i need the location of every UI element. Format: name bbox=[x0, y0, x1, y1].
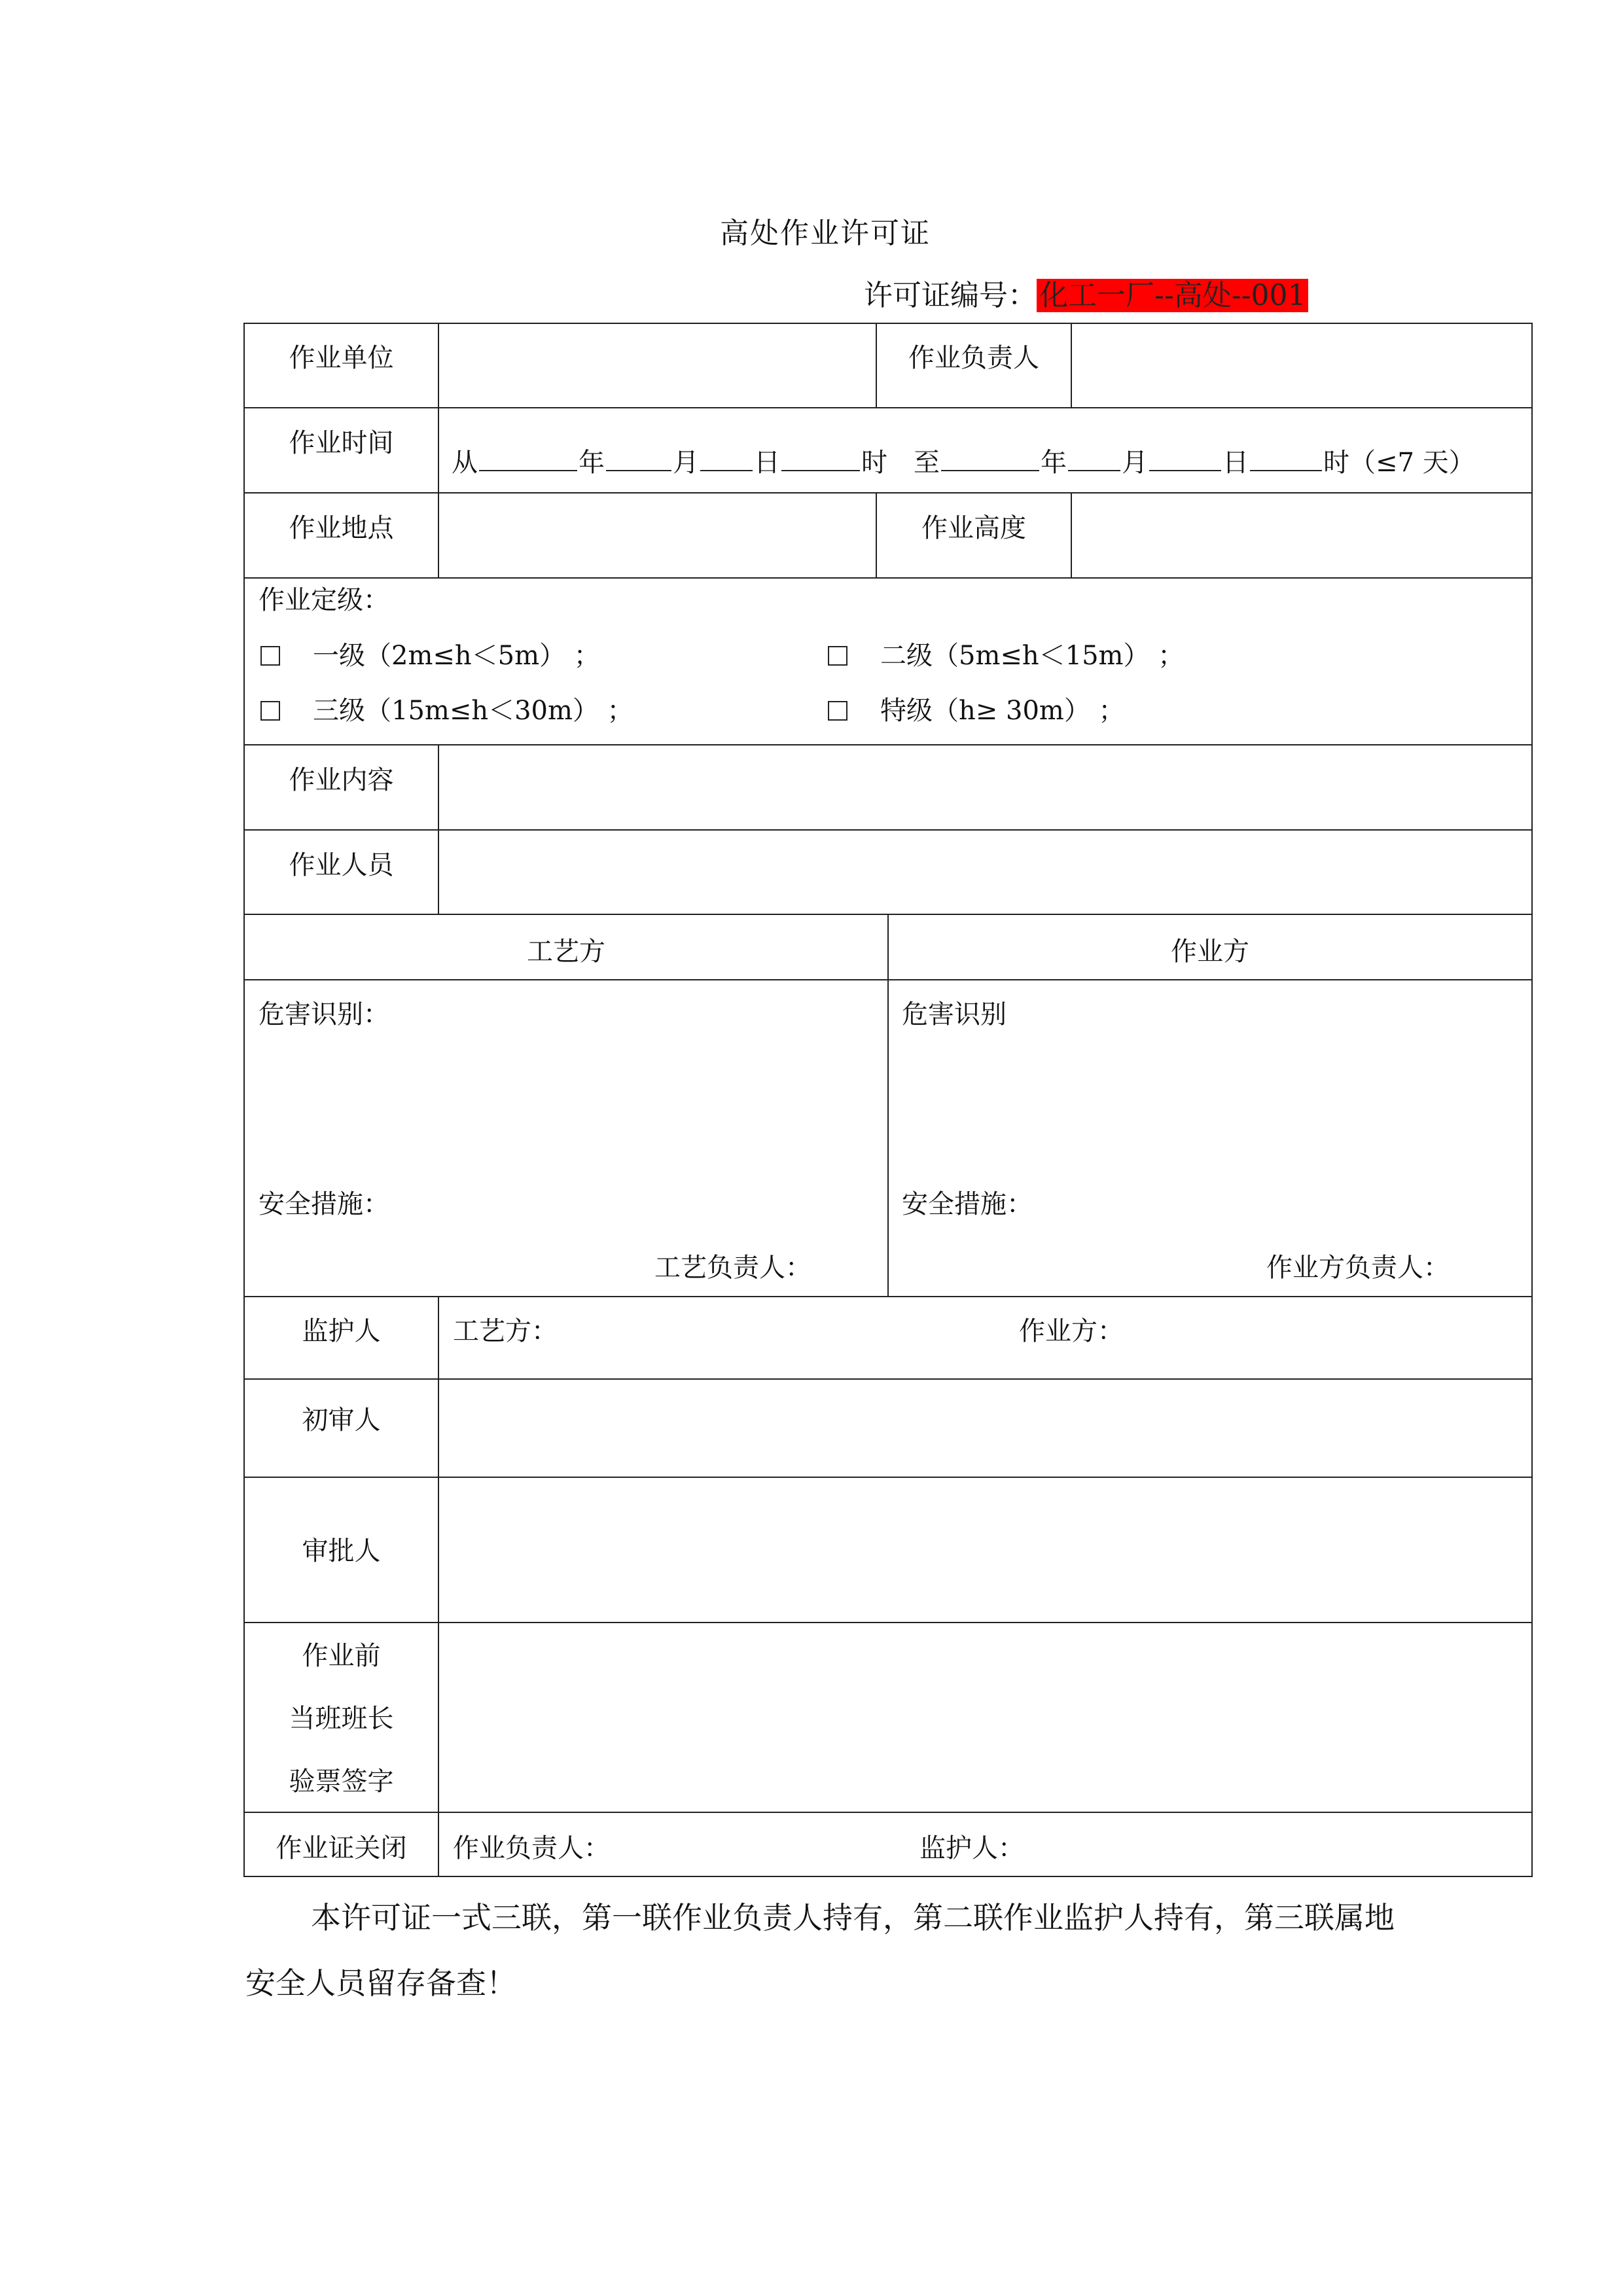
table-line bbox=[243, 1812, 1533, 1813]
document-title: 高处作业许可证 bbox=[720, 217, 931, 250]
from-year-blank bbox=[479, 446, 577, 471]
table-line bbox=[243, 1296, 1533, 1297]
operator-hazard-label: 危害识别 bbox=[902, 999, 1007, 1030]
footer-note bbox=[245, 1885, 1410, 2016]
grade-option-label: 一级（2m≤h＜5m） ； bbox=[313, 641, 600, 671]
table-line bbox=[243, 407, 1533, 408]
to-day-blank bbox=[1149, 446, 1221, 471]
from-hour-blank bbox=[781, 446, 860, 471]
process-measures-label: 安全措施： bbox=[259, 1189, 389, 1219]
close-guardian: 监护人： bbox=[919, 1833, 1024, 1863]
grade-option-3[interactable] bbox=[260, 690, 633, 727]
process-signer-label: 工艺负责人： bbox=[654, 1253, 812, 1283]
to-month-blank bbox=[1068, 446, 1120, 471]
table-border-top bbox=[243, 323, 1533, 324]
from-month-blank bbox=[606, 446, 671, 471]
footer-note-text: 本许可证一式三联，第一联作业负责人持有，第二联作业监护人持有，第三联属地安全人员留存备查！ bbox=[245, 1900, 1395, 2001]
content-label: 作业内容 bbox=[289, 765, 394, 795]
operator-measures-label: 安全措施： bbox=[902, 1189, 1033, 1219]
grade-option-2[interactable] bbox=[828, 635, 1184, 672]
table-border-bottom bbox=[243, 1876, 1533, 1877]
checkbox[interactable] bbox=[828, 646, 847, 666]
table-line bbox=[243, 1477, 1533, 1478]
table-line bbox=[1071, 323, 1072, 407]
time-to-label: 至 bbox=[914, 448, 940, 478]
unit-label: 作业单位 bbox=[289, 343, 394, 373]
grade-option-label: 特级（h≥ 30m） ； bbox=[880, 696, 1125, 726]
process-hazard-label: 危害识别： bbox=[259, 999, 389, 1030]
to-hour-blank bbox=[1250, 446, 1322, 471]
table-line bbox=[438, 323, 439, 577]
checkbox[interactable] bbox=[828, 701, 847, 721]
grade-label: 作业定级： bbox=[259, 585, 389, 615]
table-line bbox=[243, 577, 1533, 579]
time-month-label: 月 bbox=[1122, 448, 1148, 478]
table-border-right bbox=[1531, 323, 1533, 1877]
height-label: 作业高度 bbox=[921, 513, 1026, 543]
time-label: 作业时间 bbox=[289, 428, 394, 458]
permit-number bbox=[864, 272, 1308, 314]
time-hour-label: 时 bbox=[861, 448, 887, 478]
time-year-label: 年 bbox=[579, 448, 605, 478]
time-limit: （≤7 天） bbox=[1349, 448, 1475, 478]
shift-label-line-2: 当班班长 bbox=[289, 1704, 394, 1734]
table-line bbox=[1071, 492, 1072, 577]
guardian-process: 工艺方： bbox=[453, 1316, 558, 1346]
grade-option-label: 二级（5m≤h＜15m） ； bbox=[880, 641, 1185, 671]
table-line bbox=[243, 829, 1533, 831]
guardian-operator: 作业方： bbox=[1019, 1316, 1124, 1346]
process-header: 工艺方 bbox=[527, 937, 605, 967]
table-line bbox=[243, 492, 1533, 493]
table-line bbox=[243, 744, 1533, 745]
grade-option-1[interactable] bbox=[260, 635, 600, 672]
permit-number-label: 许可证编号： bbox=[864, 279, 1037, 312]
from-day-blank bbox=[700, 446, 753, 471]
grade-option-label: 三级（15m≤h＜30m） ； bbox=[313, 696, 633, 726]
table-line bbox=[438, 744, 439, 914]
time-day-label: 日 bbox=[1222, 448, 1249, 478]
time-range bbox=[452, 442, 1475, 479]
time-from-label: 从 bbox=[452, 448, 478, 478]
checkbox[interactable] bbox=[260, 646, 280, 666]
grade-option-4[interactable] bbox=[828, 690, 1125, 727]
leader-label: 作业负责人 bbox=[908, 343, 1039, 373]
guardian-label: 监护人 bbox=[302, 1316, 381, 1346]
permit-number-value: 化工一厂--高处--001 bbox=[1037, 279, 1308, 312]
to-year-blank bbox=[941, 446, 1039, 471]
table-line bbox=[438, 1296, 439, 1877]
close-label: 作业证关闭 bbox=[276, 1833, 407, 1863]
approver-label: 审批人 bbox=[302, 1536, 381, 1566]
table-line bbox=[887, 914, 889, 1296]
shift-label-line-1: 作业前 bbox=[302, 1641, 381, 1671]
location-label: 作业地点 bbox=[289, 513, 394, 543]
time-year-label: 年 bbox=[1041, 448, 1067, 478]
personnel-label: 作业人员 bbox=[289, 850, 394, 880]
time-day-label: 日 bbox=[754, 448, 780, 478]
shift-label-line-3: 验票签字 bbox=[289, 1767, 394, 1797]
operator-header: 作业方 bbox=[1171, 937, 1249, 967]
checkbox[interactable] bbox=[260, 701, 280, 721]
table-line bbox=[243, 1622, 1533, 1623]
time-month-label: 月 bbox=[673, 448, 699, 478]
operator-signer-label: 作业方负责人： bbox=[1266, 1253, 1450, 1283]
table-line bbox=[243, 1378, 1533, 1380]
close-leader: 作业负责人： bbox=[453, 1833, 610, 1863]
time-hour-label: 时 bbox=[1323, 448, 1349, 478]
first-review-label: 初审人 bbox=[302, 1405, 381, 1435]
